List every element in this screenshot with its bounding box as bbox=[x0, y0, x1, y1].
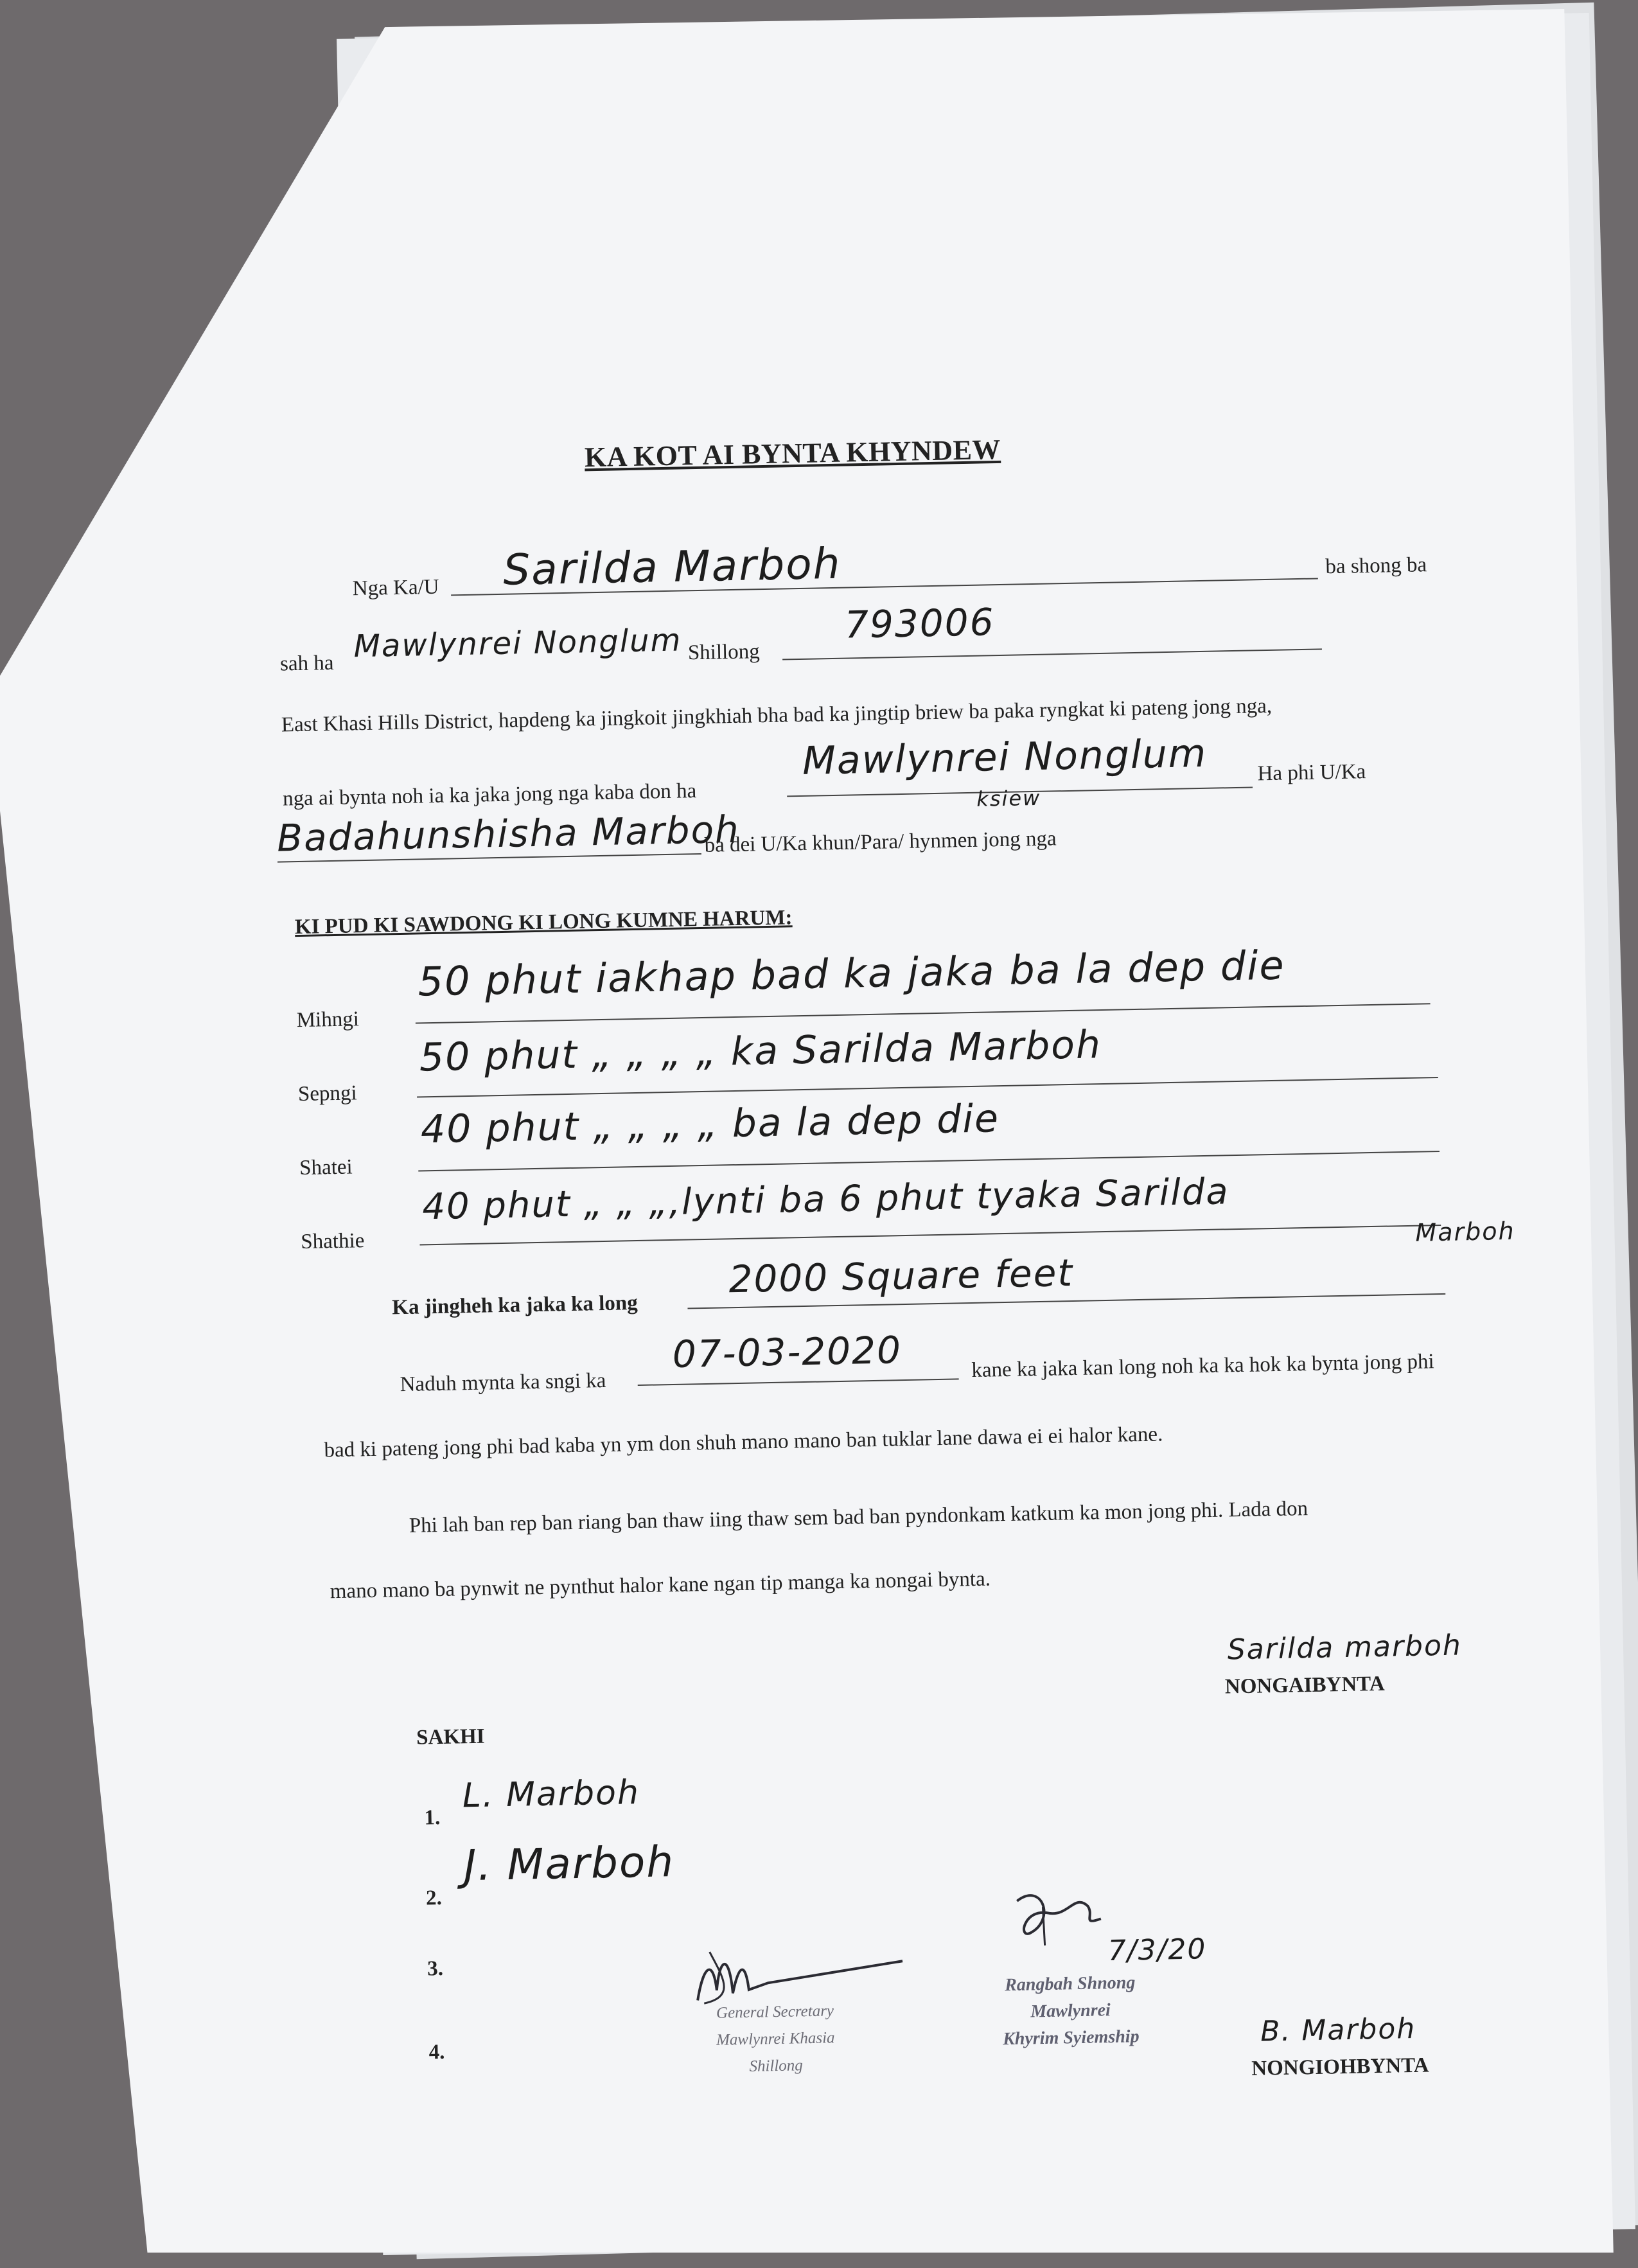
witness-number-1: 1. bbox=[424, 1806, 441, 1830]
boundary-label-north: Shatei bbox=[299, 1155, 353, 1180]
pin-underline bbox=[782, 648, 1322, 660]
boundary-label-west: Sepngi bbox=[297, 1081, 357, 1106]
witness-heading: SAKHI bbox=[416, 1724, 485, 1750]
witness-number-2: 2. bbox=[425, 1886, 443, 1910]
headman-stamp-line-1: Rangbah Shnong bbox=[1004, 1972, 1136, 1996]
date-suffix: kane ka jaka kan long noh ka ka hok ka bynta jong phi bbox=[971, 1350, 1434, 1383]
giver-signature: Sarilda marboh bbox=[1227, 1629, 1463, 1667]
area-label: Ka jingheh ka jaka ka long bbox=[392, 1291, 638, 1320]
date-value: 07-03-2020 bbox=[672, 1328, 903, 1376]
boundary-label-east: Mihngi bbox=[296, 1007, 360, 1032]
boundary-underline-east bbox=[416, 1003, 1431, 1023]
boundary-underline-south bbox=[419, 1225, 1441, 1246]
boundary-value-west: 50 phut „ „ „ „ ka Sarilda Marboh bbox=[419, 1022, 1102, 1081]
witness-signature-1: L. Marboh bbox=[462, 1773, 640, 1816]
headman-stamp bbox=[960, 1969, 1180, 2054]
secretary-stamp-line-2: Mawlynrei Khasia bbox=[716, 2029, 835, 2049]
secretary-stamp bbox=[653, 1996, 898, 2082]
closing-line-1: Phi lah ban rep ban riang ban thaw iing thaw sem bad ban pyndonkam katkum ka mon jong phi. Lada don bbox=[409, 1497, 1308, 1537]
relation-label: ba dei U/Ka khun/Para/ hynmen jong nga bbox=[704, 827, 1057, 857]
closing-line-2: mano mano ba pynwit ne pynthut halor kane ngan tip manga ka nongai bynta. bbox=[330, 1567, 991, 1604]
boundary-value-north: 40 phut „ „ „ „ ba la dep die bbox=[420, 1096, 1000, 1153]
pin-field: 793006 bbox=[844, 600, 996, 647]
sah-ha-label: sah ha bbox=[279, 651, 334, 676]
boundary-value-east: 50 phut iakhap bad ka jaka ba la dep die bbox=[417, 941, 1286, 1006]
witness-number-3: 3. bbox=[427, 1956, 444, 1981]
secretary-stamp-line-3: Shillong bbox=[749, 2057, 804, 2075]
district-line: East Khasi Hills District, hapdeng ka jingkoit jingkhiah bha bad ka jingtip briew ba paka ryngkat ki pateng jong nga, bbox=[281, 694, 1273, 737]
area-value: 2000 Square feet bbox=[728, 1250, 1074, 1302]
receiver-label: NONGIOHBYNTA bbox=[1251, 2053, 1429, 2080]
ha-phi-label: Ha phi U/Ka bbox=[1257, 760, 1366, 786]
date-prefix: Naduh mynta ka sngi ka bbox=[400, 1369, 606, 1397]
recipient-field: Badahunshisha Marboh bbox=[276, 807, 741, 860]
address-field: Mawlynrei Nonglum bbox=[353, 622, 682, 665]
witness-number-4: 4. bbox=[428, 2040, 445, 2064]
giver-name-field: Sarilda Marboh bbox=[502, 538, 842, 595]
giver-label: NONGAIBYNTA bbox=[1224, 1672, 1385, 1699]
receiver-signature: B. Marboh bbox=[1260, 2012, 1416, 2048]
headman-stamp-line-2: Mawlynrei bbox=[1030, 2000, 1111, 2022]
relation-correction: ksiew bbox=[976, 785, 1041, 811]
headman-date: 7/3/20 bbox=[1107, 1933, 1207, 1968]
secretary-stamp-line-1: General Secretary bbox=[716, 2002, 834, 2022]
witness-signature-2: J. Marboh bbox=[463, 1837, 675, 1891]
place-field: Mawlynrei Nonglum bbox=[802, 731, 1208, 784]
ba-shong-ba-label: ba shong ba bbox=[1325, 553, 1427, 579]
date-line-2: bad ki pateng jong phi bad kaba yn ym don shuh mano mano ban tuklar lane dawa ei ei halor kane. bbox=[324, 1422, 1163, 1462]
boundary-value-south-continued: Marboh bbox=[1414, 1216, 1515, 1247]
bynta-line-prefix: nga ai bynta noh ia ka jaka jong nga kaba don ha bbox=[282, 779, 697, 811]
boundary-label-south: Shathie bbox=[301, 1229, 365, 1254]
boundaries-heading: KI PUD KI SAWDONG KI LONG KUMNE HARUM: bbox=[294, 906, 793, 939]
boundary-underline-north bbox=[418, 1151, 1440, 1172]
nga-ka-label: Nga Ka/U bbox=[352, 575, 439, 601]
boundary-value-south: 40 phut „ „ „,lynti ba 6 phut tyaka Sarilda bbox=[421, 1171, 1230, 1228]
date-underline bbox=[638, 1378, 959, 1386]
boundary-underline-west bbox=[417, 1077, 1438, 1098]
headman-stamp-line-3: Khyrim Syiemship bbox=[1002, 2026, 1140, 2050]
shillong-label: Shillong bbox=[687, 640, 761, 665]
document-title: KA KOT AI BYNTA KHYNDEW bbox=[584, 433, 1001, 474]
